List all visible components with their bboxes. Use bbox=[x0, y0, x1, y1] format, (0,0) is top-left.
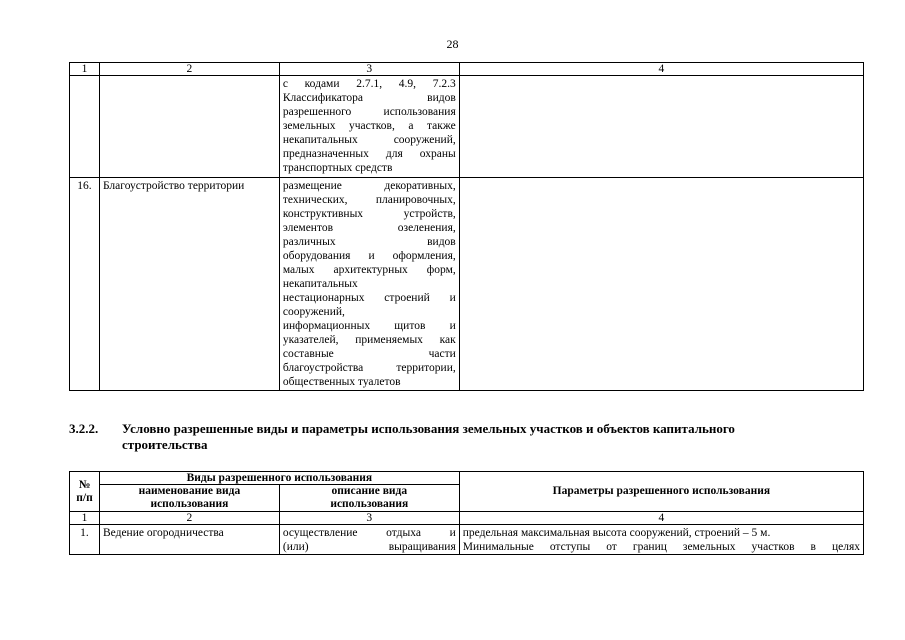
use-description-cell bbox=[279, 178, 459, 391]
description-line: транспортных средств bbox=[282, 162, 393, 174]
parameters-cell bbox=[459, 76, 863, 178]
index-cell-3: 3 bbox=[279, 63, 459, 76]
description-line: малых архитектурных форм, bbox=[282, 264, 456, 276]
description-line: конструктивных устройств, bbox=[282, 208, 456, 220]
description-line: осуществление отдыха и bbox=[282, 527, 456, 539]
index-cell-2: 2 bbox=[99, 512, 279, 525]
description-line: разрешенного использования bbox=[282, 106, 456, 118]
section-number: 3.2.2. bbox=[69, 421, 99, 436]
parameters-line: Минимальные отступы от границ земельных участков в целях bbox=[462, 541, 860, 553]
description-line: Классификатора видов bbox=[282, 92, 456, 104]
permitted-uses-table-continued bbox=[69, 62, 864, 391]
row-number-cell: 1. bbox=[70, 525, 100, 555]
description-line: информационных щитов и bbox=[282, 320, 456, 332]
header-use-description: описание вида использования bbox=[279, 485, 459, 512]
description-line: благоустройства территории, bbox=[282, 362, 456, 374]
table-index-row bbox=[70, 512, 864, 525]
description-line: нестационарных строений и bbox=[282, 292, 456, 304]
use-description-cell bbox=[279, 76, 459, 178]
description-line: различных видов bbox=[282, 236, 456, 248]
use-name-cell: Ведение огородничества bbox=[99, 525, 279, 555]
description-line: (или) выращивания bbox=[282, 541, 456, 553]
section-heading bbox=[69, 421, 864, 453]
use-description-cell bbox=[279, 525, 459, 555]
section-title-line1: Условно разрешенные виды и параметры использования земельных участков и объектов капитального bbox=[122, 421, 735, 436]
description-line: предназначенных для охраны bbox=[282, 148, 456, 160]
description-line: земельных участков, а также bbox=[282, 120, 456, 132]
description-line: с кодами 2.7.1, 4.9, 7.2.3 bbox=[282, 78, 456, 90]
page-number: 28 bbox=[446, 37, 459, 51]
header-uses-group: Виды разрешенного использования bbox=[99, 472, 459, 485]
index-cell-1: 1 bbox=[70, 512, 100, 525]
header-parameters: Параметры разрешенного использования bbox=[459, 472, 863, 512]
description-line: указателей, применяемых как bbox=[282, 334, 456, 346]
row-number-cell bbox=[70, 76, 100, 178]
table-row-continued bbox=[70, 76, 864, 178]
index-cell-4: 4 bbox=[459, 512, 863, 525]
section-title-line2: строительства bbox=[122, 437, 208, 452]
description-line: технических, планировочных, bbox=[282, 194, 456, 206]
index-cell-3: 3 bbox=[279, 512, 459, 525]
description-line: некапитальных сооружений, bbox=[282, 134, 456, 146]
conditional-uses-table bbox=[69, 471, 864, 555]
table-index-row bbox=[70, 63, 864, 76]
parameters-cell bbox=[459, 525, 863, 555]
table-row-1 bbox=[70, 525, 864, 555]
parameters-cell bbox=[459, 178, 863, 391]
description-line: оборудования и оформления, bbox=[282, 250, 456, 262]
header-number: № п/п bbox=[70, 472, 100, 512]
description-line: общественных туалетов bbox=[282, 376, 401, 388]
index-cell-2: 2 bbox=[99, 63, 279, 76]
index-cell-4: 4 bbox=[459, 63, 863, 76]
description-line: составные части bbox=[282, 348, 456, 360]
header-use-name: наименование вида использования bbox=[99, 485, 279, 512]
use-name-cell: Благоустройство территории bbox=[99, 178, 279, 391]
table-header-row bbox=[70, 472, 864, 485]
description-line: элементов озеленения, bbox=[282, 222, 456, 234]
index-cell-1: 1 bbox=[70, 63, 100, 76]
table-row-16 bbox=[70, 178, 864, 391]
description-line: размещение декоративных, bbox=[282, 180, 456, 192]
parameters-line: предельная максимальная высота сооружений, строений – 5 м. bbox=[462, 527, 771, 539]
use-name-cell bbox=[99, 76, 279, 178]
row-number-cell: 16. bbox=[70, 178, 100, 391]
description-line: некапитальных bbox=[282, 278, 358, 290]
description-line: сооружений, bbox=[282, 306, 345, 318]
